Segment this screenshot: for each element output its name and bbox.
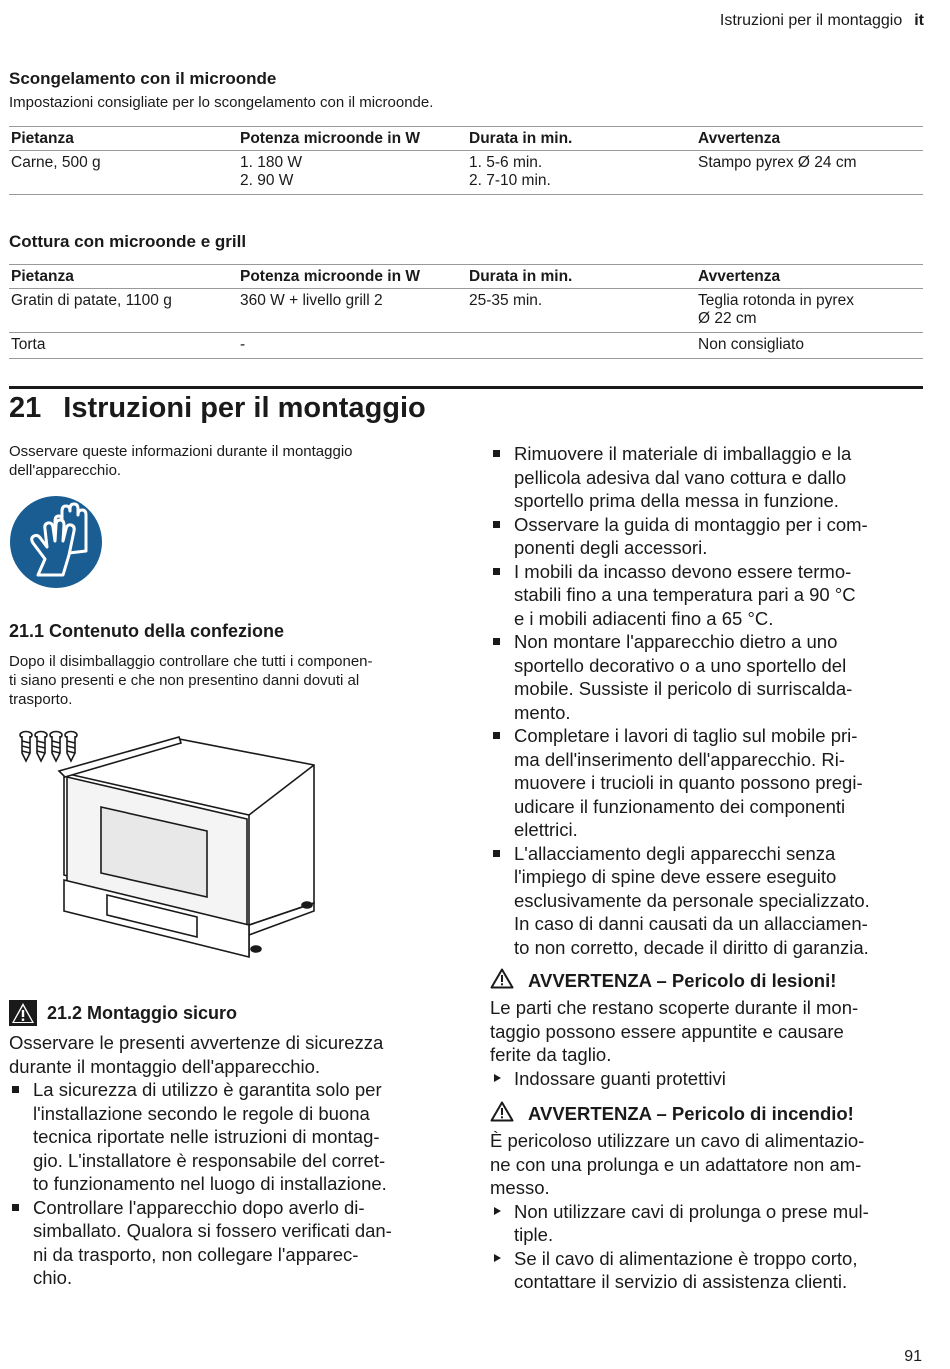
bullet-icon	[493, 450, 500, 457]
text-line: mobile. Sussiste il pericolo di surriscalda-	[514, 678, 853, 699]
arrow-icon	[494, 1074, 501, 1082]
text-line: simballato. Qualora si fossero verificati dan-	[33, 1220, 392, 1241]
table-cell	[467, 333, 696, 359]
chapter-number: 21	[9, 392, 42, 424]
chapter-title-text: Istruzioni per il montaggio	[63, 392, 426, 424]
column-header: Avvertenza	[696, 265, 923, 289]
text-line: Non utilizzare cavi di prolunga o prese mul-	[514, 1200, 869, 1222]
warning-fire-heading	[490, 1101, 930, 1127]
text-line: sportello prima della messa in funzione.	[514, 490, 839, 511]
text-line: Completare i lavori di taglio sul mobile pri-	[514, 725, 858, 746]
arrow-icon	[494, 1207, 501, 1215]
text-line: l'impiego di spine deve essere eseguito	[514, 866, 837, 887]
table-header-row	[9, 127, 923, 151]
text-line: tiple.	[514, 1224, 554, 1245]
safe-install-body	[9, 1031, 449, 1290]
defrost-intro: Impostazioni consigliate per lo scongelamento con il microonde.	[9, 94, 434, 111]
cell-line: Teglia rotonda in pyrex	[698, 292, 854, 309]
list-item	[490, 1200, 930, 1247]
text-line: contattare il servizio di assistenza clienti.	[514, 1271, 848, 1292]
text-line: In caso di danni causati da un allacciamen-	[514, 913, 868, 934]
cell-line: 2. 7-10 min.	[469, 172, 551, 189]
warning-box-icon	[9, 1000, 37, 1026]
warning-fire-actions	[490, 1200, 930, 1294]
contents-title: 21.1 Contenuto della confezione	[9, 621, 285, 641]
table-cell: 25-35 min.	[467, 289, 696, 333]
grill-title: Cottura con microonde e grill	[9, 232, 247, 251]
text-line: I mobili da incasso devono essere termo-	[514, 560, 852, 582]
table-row	[9, 333, 923, 359]
list-item	[9, 1078, 449, 1196]
text-line: Non montare l'apparecchio dietro a uno	[514, 631, 838, 652]
page-number: 91	[904, 1348, 922, 1365]
text-line: La sicurezza di utilizzo è garantita solo per	[33, 1079, 382, 1100]
text-line: mento.	[514, 701, 571, 723]
warning-fire-title: AVVERTENZA – Pericolo di incendio!	[528, 1103, 854, 1124]
chapter-rule	[9, 386, 923, 389]
text-line: L'allacciamento degli apparecchi senza	[514, 842, 836, 864]
text-line: Osservare le presenti avvertenze di sicurezza	[9, 1032, 384, 1053]
table-cell	[467, 151, 696, 195]
bullet-icon	[493, 732, 500, 739]
text-line: Controllare l'apparecchio dopo averlo di-	[33, 1196, 365, 1218]
text-line: ti siano presenti e che non presentino danni dovuti al	[9, 672, 360, 689]
warning-triangle-icon	[490, 968, 514, 994]
list-item	[490, 560, 930, 631]
text-line: ne con una prolunga e un adattatore non am-	[490, 1153, 862, 1175]
table-cell: Gratin di patate, 1100 g	[9, 289, 238, 333]
list-item	[490, 1247, 930, 1294]
column-header: Potenza microonde in W	[238, 127, 467, 151]
oven-illustration	[59, 737, 314, 957]
text-line: Rimuovere il materiale di imballaggio e la	[514, 443, 852, 464]
text-line: Osservare queste informazioni durante il montaggio	[9, 443, 353, 460]
column-header: Pietanza	[9, 127, 238, 151]
defrost-table	[9, 126, 923, 195]
text-line: muovere i trucioli in quanto possono pregi-	[514, 772, 863, 793]
text-line: ma dell'inserimento dell'apparecchio. Ri-	[514, 748, 845, 770]
bullet-icon	[12, 1204, 19, 1211]
text-line: l'installazione secondo le regole di buona	[33, 1102, 370, 1124]
table-cell: Non consigliato	[696, 333, 923, 359]
bullet-icon	[493, 521, 500, 528]
cell-line: Ø 22 cm	[698, 310, 757, 327]
warning-injury-text	[490, 996, 930, 1090]
text-line: messo.	[490, 1177, 550, 1198]
cell-line: 1. 180 W	[240, 154, 303, 171]
gloves-icon	[9, 493, 103, 591]
text-line: È pericoloso utilizzare un cavo di alimentazio-	[490, 1130, 865, 1151]
package-illustration	[9, 725, 329, 965]
text-line: trasporto.	[9, 691, 73, 708]
text-line: taggio possono essere appuntite e causare	[490, 1020, 844, 1042]
running-header	[720, 12, 924, 30]
warning-triangle-icon	[490, 1101, 514, 1127]
text-line: e i mobili adiacenti fino a 65 °C.	[514, 607, 774, 629]
text-line: chio.	[33, 1267, 73, 1288]
column-header: Pietanza	[9, 265, 238, 289]
text-line: durante il montaggio dell'apparecchio.	[9, 1055, 321, 1077]
table-header-row	[9, 265, 923, 289]
text-line: to non corretto, decade il diritto di garanzia.	[514, 936, 869, 958]
text-line: pellicola adesiva dal vano cottura e dallo	[514, 466, 847, 488]
text-line: gio. L'installatore è responsabile del corret-	[33, 1149, 386, 1171]
table-cell: Torta	[9, 333, 238, 359]
table-cell: 360 W + livello grill 2	[238, 289, 467, 333]
warning-injury-title: AVVERTENZA – Pericolo di lesioni!	[528, 970, 837, 991]
bullet-icon	[493, 638, 500, 645]
safe-install-title: 21.2 Montaggio sicuro	[47, 1002, 238, 1023]
list-item	[490, 1067, 930, 1091]
arrow-icon	[494, 1254, 501, 1262]
bullet-icon	[493, 568, 500, 575]
language-code: it	[914, 12, 924, 29]
warning-injury-actions	[490, 1067, 930, 1091]
contents-text	[9, 652, 449, 709]
text-line: Indossare guanti protettivi	[514, 1067, 726, 1089]
text-line: Le parti che restano scoperte durante il mon-	[490, 997, 859, 1018]
table-cell: Stampo pyrex Ø 24 cm	[696, 151, 923, 195]
table-cell: Carne, 500 g	[9, 151, 238, 195]
text-line: ferite da taglio.	[490, 1044, 612, 1065]
text-line: ponenti degli accessori.	[514, 537, 708, 558]
warning-fire	[490, 1101, 930, 1294]
table-cell: -	[238, 333, 467, 359]
screw-icon	[20, 732, 77, 762]
list-item	[490, 442, 930, 513]
safe-install-list	[9, 1078, 449, 1290]
list-item	[490, 724, 930, 842]
text-line: Osservare la guida di montaggio per i com-	[514, 513, 868, 535]
bullet-icon	[12, 1086, 19, 1093]
text-line: ni da trasporto, non collegare l'apparec-	[33, 1243, 359, 1265]
safe-install-heading	[9, 1000, 237, 1026]
warning-fire-text	[490, 1129, 930, 1294]
text-line: elettrici.	[514, 819, 578, 840]
bullet-icon	[493, 850, 500, 857]
running-header-title: Istruzioni per il montaggio	[719, 12, 903, 29]
chapter-intro	[9, 442, 449, 480]
text-line: to funzionamento nel luogo di installazione.	[33, 1173, 387, 1194]
chapter-title	[9, 392, 426, 425]
installation-requirements-list	[490, 442, 930, 959]
right-column-list	[490, 442, 930, 959]
warning-injury-heading	[490, 968, 930, 994]
column-header: Durata in min.	[467, 265, 696, 289]
list-item	[490, 842, 930, 960]
column-header: Avvertenza	[696, 127, 923, 151]
list-item	[9, 1196, 449, 1290]
table-cell	[696, 289, 923, 333]
text-line: sportello decorativo o a uno sportello del	[514, 654, 847, 676]
text-line: udicare il funzionamento dei componenti	[514, 795, 846, 817]
text-line: dell'apparecchio.	[9, 462, 122, 479]
text-line: Se il cavo di alimentazione è troppo corto,	[514, 1247, 858, 1269]
warning-injury	[490, 968, 930, 1090]
grill-table	[9, 264, 923, 359]
text-line: tecnica riportate nelle istruzioni di montag-	[33, 1126, 380, 1147]
column-header: Potenza microonde in W	[238, 265, 467, 289]
table-row	[9, 289, 923, 333]
text-line: Dopo il disimballaggio controllare che tutti i componen-	[9, 653, 373, 670]
list-item	[490, 513, 930, 560]
cell-line: 1. 5-6 min.	[469, 154, 543, 171]
table-row	[9, 151, 923, 195]
column-header: Durata in min.	[467, 127, 696, 151]
list-item	[490, 630, 930, 724]
text-line: stabili fino a una temperatura pari a 90 °C	[514, 584, 856, 605]
table-cell	[238, 151, 467, 195]
defrost-title: Scongelamento con il microonde	[9, 69, 277, 88]
text-line: esclusivamente da personale specializzato.	[514, 889, 870, 911]
cell-line: 2. 90 W	[240, 172, 294, 189]
